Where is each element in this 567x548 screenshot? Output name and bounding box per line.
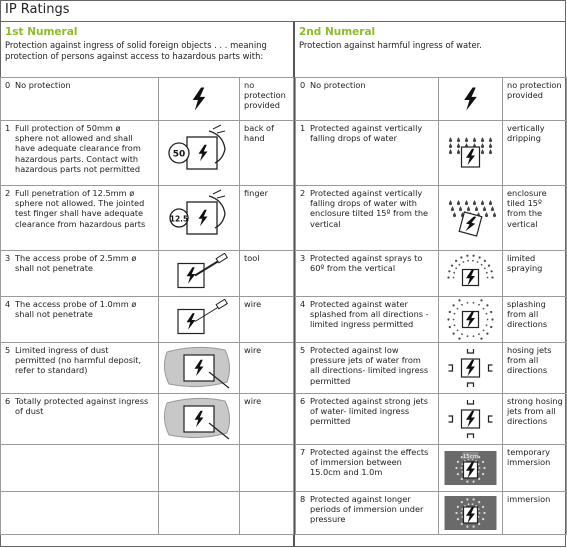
protection-cell: [240, 343, 294, 394]
splash-icon: [439, 299, 502, 340]
rating-illustration-cell: [159, 186, 240, 251]
rating-illustration-cell: [439, 251, 503, 297]
table-row: [1, 78, 294, 121]
rating-description: Protected against the effects of immersion between 15.0cm and 1.0m: [310, 447, 429, 478]
protection-text: splashing from all directions: [507, 299, 548, 330]
rating-description-cell: [296, 121, 439, 186]
protection-text: enclosure tiled 15º from the vertical: [507, 188, 547, 229]
protection-cell: [503, 78, 567, 121]
rating-description: Totally protected against ingress of dust: [15, 396, 149, 417]
protection-text: back of hand: [244, 123, 274, 144]
rating-description: Protected against sprays to 60º from the vertical: [310, 253, 423, 274]
protection-text: temporary immersion: [507, 447, 551, 468]
dust-limited-icon: [159, 345, 239, 391]
protection-cell: [240, 297, 294, 343]
rating-description: Protected against vertically falling drops of water: [310, 123, 423, 144]
rating-description: Protected against strong jets of water- limited ingress permitted: [310, 396, 429, 427]
rating-description: Protected against low pressure jets of water from all directions- limited ingress permitted: [310, 345, 429, 386]
protection-cell: [240, 394, 294, 445]
protection-text: wire: [244, 396, 262, 406]
rating-description: No protection: [15, 80, 71, 90]
protection-cell: [240, 251, 294, 297]
protection-cell: [503, 343, 567, 394]
protection-text: vertically dripping: [507, 123, 545, 144]
rating-level: 0: [300, 80, 306, 90]
protection-cell: [240, 492, 294, 535]
protection-cell: [240, 445, 294, 492]
rating-level: 3: [300, 253, 306, 263]
rating-description-cell: [1, 343, 159, 394]
rating-illustration-cell: [159, 343, 240, 394]
temporary-immersion-icon: [439, 447, 502, 489]
table-row: [1, 445, 294, 492]
rating-illustration-cell: [439, 445, 503, 492]
immersion-depth-label: 15cm: [462, 454, 479, 460]
rating-illustration-cell: [159, 445, 240, 492]
first-numeral-description: Protection against ingress of solid foreign objects . . . meaning protection of persons against access to hazardous parts with:: [5, 40, 267, 61]
bolt-icon: [439, 80, 502, 118]
rating-description-cell: [1, 78, 159, 121]
table-row: [296, 251, 567, 297]
rating-description-cell: [1, 297, 159, 343]
table-row: [1, 492, 294, 535]
rating-illustration-cell: [439, 297, 503, 343]
rating-illustration-cell: [159, 297, 240, 343]
first-numeral-table: [0, 77, 294, 535]
table-row: [296, 445, 567, 492]
rating-description-cell: [1, 251, 159, 297]
protection-cell: [240, 78, 294, 121]
rating-description-cell: [1, 445, 159, 492]
rating-illustration-cell: [439, 121, 503, 186]
rating-level: 1: [5, 123, 11, 133]
protection-text: wire: [244, 299, 262, 309]
rating-illustration-cell: [159, 251, 240, 297]
second-numeral-heading: 2nd Numeral: [299, 26, 376, 38]
rating-description: Limited ingress of dust permitted (no harmful deposit, refer to standard): [15, 345, 142, 376]
rating-description-cell: [296, 492, 439, 535]
rating-description: No protection: [310, 80, 366, 90]
rating-level: 4: [300, 299, 306, 309]
rating-level: 8: [300, 494, 306, 504]
first-numeral-header: [5, 26, 290, 62]
probe-diameter-label: 50: [172, 149, 186, 160]
table-row: [296, 297, 567, 343]
rating-description: Full protection of 50mm ø sphere not allowed and shall have adequate clearance from hazardous parts. Contact with hazardous parts not permitted: [15, 123, 141, 174]
protection-text: no protection provided: [244, 80, 286, 111]
table-row: [1, 343, 294, 394]
title-bar: [0, 0, 566, 22]
rating-level: 5: [300, 345, 306, 355]
protection-text: no protection provided: [507, 80, 562, 101]
probe-diameter-label: 12.5: [169, 214, 189, 224]
rating-description: The access probe of 1.0mm ø shall not penetrate: [15, 299, 137, 320]
wire-probe-icon: [159, 299, 239, 340]
second-numeral-description: Protection against harmful ingress of water.: [299, 40, 482, 50]
rating-illustration-cell: [159, 492, 240, 535]
table-row: [1, 251, 294, 297]
rating-description-cell: [296, 343, 439, 394]
rating-level: 0: [5, 80, 11, 90]
table-row: [1, 121, 294, 186]
table-row: [296, 343, 567, 394]
rating-description-cell: [1, 186, 159, 251]
protection-text: finger: [244, 188, 268, 198]
first-numeral-heading: 1st Numeral: [5, 26, 78, 38]
second-numeral-table: [295, 77, 567, 535]
tilted-drops-icon: [439, 188, 502, 248]
rating-description-cell: [296, 78, 439, 121]
rating-description: The access probe of 2.5mm ø shall not penetrate: [15, 253, 137, 274]
rating-illustration-cell: [439, 492, 503, 535]
bolt-icon: [159, 80, 239, 118]
rating-description: Protected against vertically falling drops of water with enclosure tilted 15º from the vertical: [310, 188, 429, 229]
low-jets-icon: [439, 345, 502, 391]
rating-description-cell: [296, 297, 439, 343]
rating-illustration-cell: [439, 343, 503, 394]
second-numeral-header: [299, 26, 561, 51]
hand-50mm-icon: [159, 123, 239, 183]
vertical-drops-icon: [439, 123, 502, 183]
rating-level: 5: [5, 345, 11, 355]
strong-jets-icon: [439, 396, 502, 442]
page-title: IP Ratings: [5, 2, 70, 17]
finger-12-5mm-icon: [159, 188, 239, 248]
protection-text: hosing jets from all directions: [507, 345, 552, 376]
protection-cell: [503, 121, 567, 186]
rating-description: Protected against longer periods of immersion under pressure: [310, 494, 424, 525]
immersion-icon: [439, 494, 502, 532]
rating-description: Full penetration of 12.5mm ø sphere not allowed. The jointed test finger shall have adequate clearance from hazardous parts: [15, 188, 146, 229]
rating-level: 6: [5, 396, 11, 406]
rating-level: 1: [300, 123, 306, 133]
protection-cell: [503, 186, 567, 251]
rating-illustration-cell: [439, 186, 503, 251]
spray-icon: [439, 253, 502, 294]
rating-level: 2: [300, 188, 306, 198]
table-row: [1, 394, 294, 445]
rating-illustration-cell: [159, 78, 240, 121]
tool-probe-icon: [159, 253, 239, 294]
protection-text: tool: [244, 253, 260, 263]
rating-description-cell: [1, 121, 159, 186]
protection-text: wire: [244, 345, 262, 355]
rating-illustration-cell: [439, 78, 503, 121]
protection-cell: [503, 251, 567, 297]
protection-cell: [503, 297, 567, 343]
protection-text: immersion: [507, 494, 551, 504]
table-row: [296, 121, 567, 186]
rating-level: 4: [5, 299, 11, 309]
rating-illustration-cell: [159, 394, 240, 445]
rating-level: 3: [5, 253, 11, 263]
rating-description-cell: [1, 394, 159, 445]
table-row: [296, 78, 567, 121]
rating-illustration-cell: [439, 394, 503, 445]
rating-illustration-cell: [159, 121, 240, 186]
rating-level: 7: [300, 447, 306, 457]
table-row: [296, 186, 567, 251]
table-row: [296, 492, 567, 535]
protection-cell: [503, 492, 567, 535]
protection-cell: [503, 394, 567, 445]
rating-level: 2: [5, 188, 11, 198]
protection-text: limited spraying: [507, 253, 543, 274]
dust-tight-icon: [159, 396, 239, 442]
rating-description-cell: [1, 492, 159, 535]
rating-description-cell: [296, 186, 439, 251]
table-row: [296, 394, 567, 445]
rating-level: 6: [300, 396, 306, 406]
rating-description-cell: [296, 445, 439, 492]
rating-description-cell: [296, 251, 439, 297]
protection-text: strong hosing jets from all directions: [507, 396, 563, 427]
rating-description: Protected against water splashed from all directions - limited ingress permitted: [310, 299, 429, 330]
protection-cell: [240, 186, 294, 251]
table-row: [1, 186, 294, 251]
table-row: [1, 297, 294, 343]
rating-description-cell: [296, 394, 439, 445]
protection-cell: [503, 445, 567, 492]
protection-cell: [240, 121, 294, 186]
